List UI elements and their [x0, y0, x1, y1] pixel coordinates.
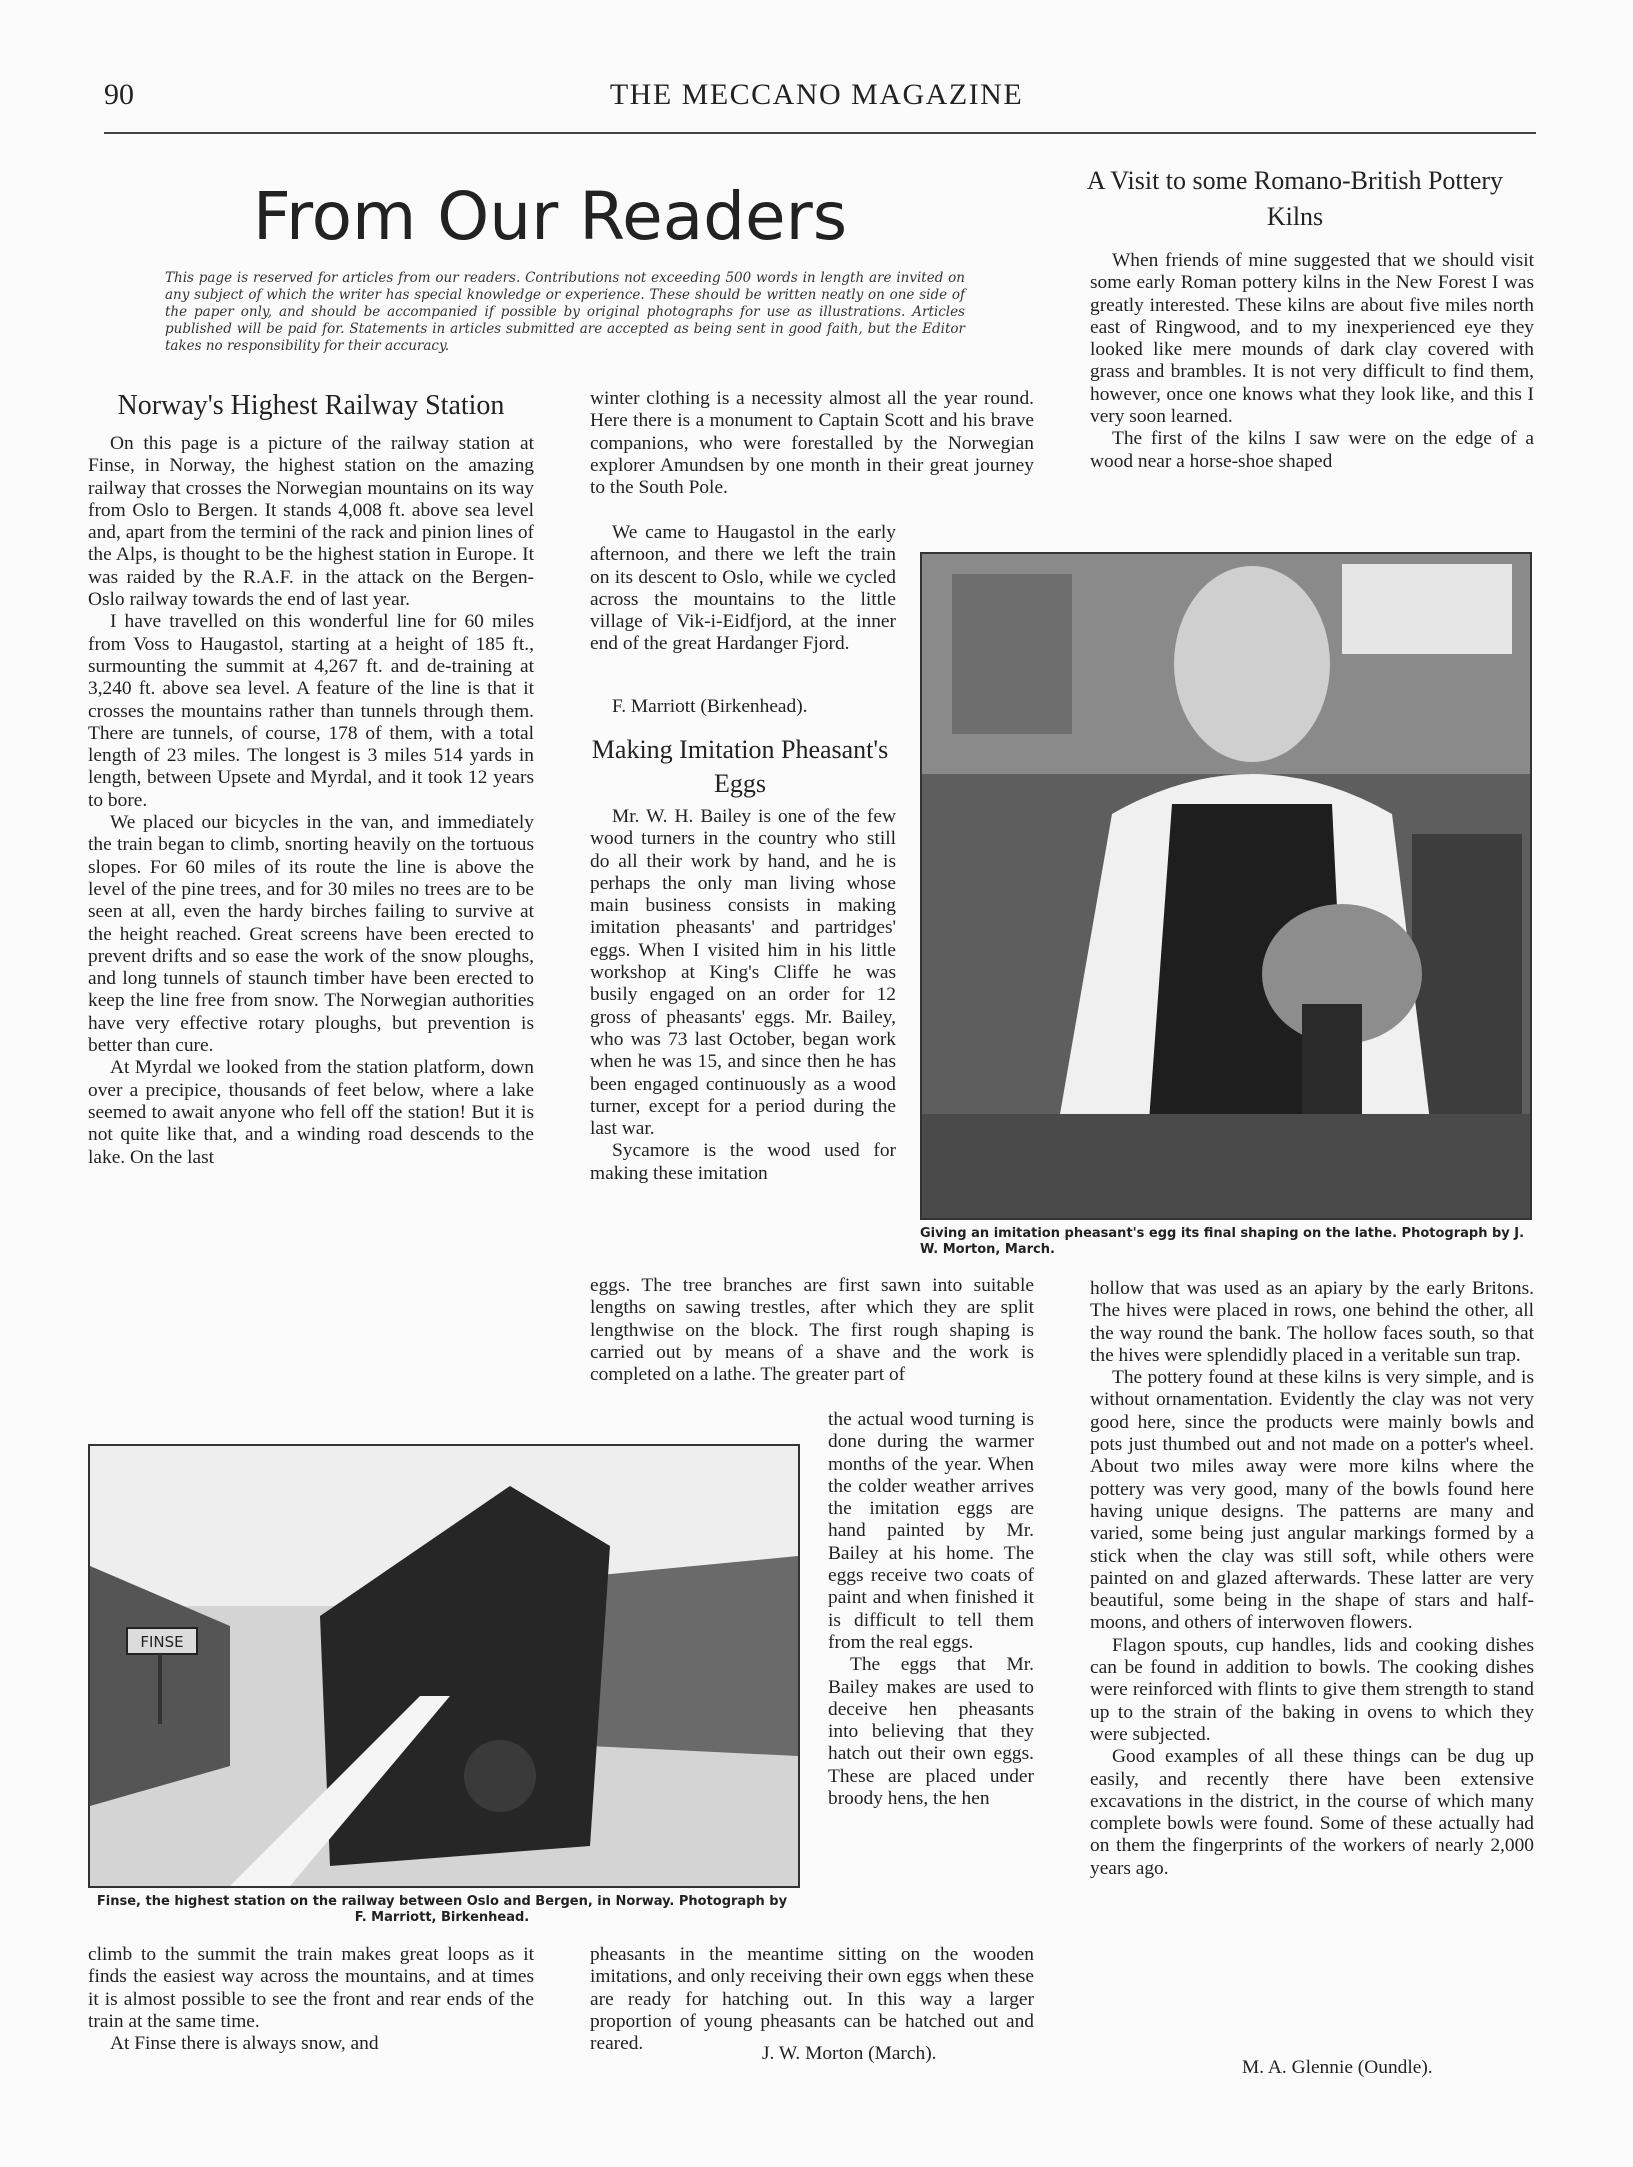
norway-heading: Norway's Highest Railway Station [117, 390, 505, 421]
norway-paragraph-4: At Myrdal we looked from the station platform, down over a precipice, thousands of feet below, where a lake seemed to await anyone who fell off the station! But it is not quite like that, and a winding road descends to the lake. On the last [88, 1057, 534, 1168]
norway-col1 [88, 433, 534, 1169]
norway-paragraph-3: We placed our bicycles in the van, and immediately the train began to climb, snorting heavily on the tortuous slopes. For 60 miles of its route the line is above the level of the pine trees, and for 30 miles no trees are to be seen at all, even the hardy birches failing to survive at the height reached. Great screens have been erected to prevent drifts and so ease the work of the snow ploughs, and long tunnels of staunch timber have been erected to keep the line free from snow. The Norwegian authorities have very effective rotary ploughs, but prevention is better than cure. [88, 812, 534, 1057]
pottery-paragraph-5: Good examples of all these things can be dug up easily, and recently there have been extensive excavations in the district, in the course of which many complete bowls were found. Some of these actually had on them the fingerprints of the workers of nearly 2,000 years ago. [1090, 1746, 1534, 1879]
eggs-col-bottom [590, 1944, 1034, 2055]
eggs-col-narrow [590, 806, 896, 1185]
pottery-paragraph-2a: The first of the kilns I saw were on the edge of a wood near a horse-shoe shaped [1090, 428, 1534, 472]
woodturner-photo [920, 552, 1532, 1220]
pottery-signature: M. A. Glennie (Oundle). [1242, 2057, 1433, 2078]
eggs-paragraph-3a: The eggs that Mr. Bailey makes are used to deceive hen pheasants into believing that they hatch out their own eggs. These are placed under broody hens, the hen [828, 1654, 1034, 1810]
norway-col2 [590, 388, 1034, 499]
header-rule [104, 132, 1536, 134]
norway-col2-narrow [590, 522, 896, 656]
norway-signature: F. Marriott (Birkenhead). [612, 696, 808, 717]
eggs-paragraph-3b: pheasants in the meantime sitting on the wooden imitations, and only receiving their own eggs when these are ready for hatching out. In this way a larger proportion of young pheasants can be hatched out and reared. [590, 1944, 1034, 2055]
feature-title: From Our Readers [252, 178, 848, 255]
pottery-paragraph-1: When friends of mine suggested that we should visit some early Roman pottery kilns in the New Forest I was greatly interested. These kilns are about five miles north east of Ringwood, and to my inexperienced eye they looked like mere mounds of dark clay covered with grass and brambles. It is not very difficult to find them, however, once one knows what they look like, and this I very soon learned. [1090, 250, 1534, 428]
norway-paragraph-8: We came to Haugastol in the early afternoon, and there we left the train on its descent to Oslo, while we cycled across the mountains to the little village of Vik-i-Eidfjord, at the inner end of the great Hardanger Fjord. [590, 522, 896, 655]
pottery-paragraph-3: The pottery found at these kilns is very simple, and is without ornamentation. Evidently the clay was not very good here, since the products were mainly bowls and pots just thumbed out and not made on a potter's wheel. About two miles away were more kilns where the pottery was very good, many of the bowls found here having unique designs. The patterns are many and varied, some being just angular markings formed by a stick when the clay was still soft, while others were painted on and glazed afterwards. These latter are very beautiful, some being in the shape of stars and half-moons, and others of interwoven flowers. [1090, 1367, 1534, 1634]
pottery-paragraph-4: Flagon spouts, cup handles, lids and cooking dishes can be found in addition to bowls. The cooking dishes were reinforced with flints to give them strength to stand up to the strain of the baking in ovens to which they were subjected. [1090, 1634, 1534, 1745]
eggs-paragraph-2c: the actual wood turning is done during the warmer months of the year. When the colder weather arrives the imitation eggs are hand painted by Mr. Bailey at his home. The eggs receive two coats of paint and when finished it is difficult to tell them from the real eggs. [828, 1409, 1034, 1653]
finse-caption: Finse, the highest station on the railway between Oslo and Bergen, in Norway. Photograph by F. Marriott, Birkenhead. [96, 1894, 788, 1925]
finse-station-photo [88, 1444, 800, 1888]
pottery-col-bottom [1090, 1278, 1534, 1880]
norway-paragraph-2: I have travelled on this wonderful line for 60 miles from Voss to Haugastol, starting at a height of 185 ft., surmounting the summit at 4,267 ft. and de-training at 3,240 ft. above sea level. A feature of the line is that it crosses the mountains rather than tunnels through them. There are tunnels, of course, 178 of them, with a total length of 23 miles. The longest is 3 miles 514 yards in length, between Upsete and Myrdal, and it took 12 years to bore. [88, 611, 534, 811]
page-number: 90 [104, 78, 134, 111]
woodturner-caption: Giving an imitation pheasant's egg its final shaping on the lathe. Photograph by J. W. Morton, March. [920, 1226, 1525, 1257]
feature-intro: This page is reserved for articles from our readers. Contributions not exceeding 500 words in length are invited on any subject of which the writer has special knowledge or experience. These should be written neatly on one side of the paper only, and should be accompanied if possible by original photographs for use as illustrations. Articles published will be paid for. Statements in articles submitted are accepted as being sent in good faith, but the Editor takes no responsibility for their accuracy. [165, 270, 965, 354]
finse-sign: FINSE [140, 1633, 184, 1651]
pottery-paragraph-2b: hollow that was used as an apiary by the early Britons. The hives were placed in rows, one behind the other, all the way round the bank. The hollow faces south, so that the hives were splendidly placed in a veritable sun trap. [1090, 1278, 1534, 1366]
finse-station-illustration [90, 1446, 798, 1886]
eggs-signature: J. W. Morton (March). [762, 2043, 937, 2064]
eggs-col-beside-photo [828, 1409, 1034, 1810]
norway-paragraph-5: climb to the summit the train makes great loops as it finds the easiest way across the mountains, and at times it is almost possible to see the front and rear ends of the train at the same time. [88, 1944, 534, 2032]
eggs-paragraph-1: Mr. W. H. Bailey is one of the few wood turners in the country who still do all their work by hand, and he is perhaps the only man living whose main business consists in making imitation pheasants' and partridges' eggs. When I visited him in his little workshop at King's Cliffe he was busily engaged on an order for 12 gross of pheasants' eggs. Mr. Bailey, who was 73 last October, began work when he was 15, and since then he has been engaged continuously as a wood turner, except for a period during the last war. [590, 806, 896, 1140]
eggs-paragraph-2b: eggs. The tree branches are first sawn into suitable lengths on sawing trestles, after which they are split lengthwise on the block. The first rough shaping is carried out by means of a shave and the work is completed on a lathe. The greater part of [590, 1275, 1034, 1386]
pottery-col-top [1090, 250, 1534, 473]
running-title: THE MECCANO MAGAZINE [609, 78, 1024, 111]
eggs-heading: Making Imitation Pheasant's Eggs [591, 735, 889, 798]
norway-col1-bottom [88, 1944, 534, 2055]
pottery-heading: A Visit to some Romano-British Pottery Kilns [1086, 166, 1504, 231]
eggs-col-wide [590, 1275, 1034, 1386]
norway-paragraph-7: winter clothing is a necessity almost all the year round. Here there is a monument to Captain Scott and his brave companions, who were forestalled by the Norwegian explorer Amundsen by one month in their great journey to the South Pole. [590, 388, 1034, 499]
eggs-paragraph-2a: Sycamore is the wood used for making these imitation [590, 1140, 896, 1184]
norway-paragraph-1: On this page is a picture of the railway station at Finse, in Norway, the highest station on the amazing railway that crosses the Norwegian mountains on its way from Oslo to Bergen. It stands 4,008 ft. above sea level and, apart from the termini of the rack and pinion lines of the Alps, is thought to be the highest station in Europe. It was raided by the R.A.F. in the attack on the Bergen-Oslo railway towards the end of last year. [88, 433, 534, 611]
norway-paragraph-6: At Finse there is always snow, and [110, 2033, 379, 2055]
woodturner-illustration [922, 554, 1530, 1218]
